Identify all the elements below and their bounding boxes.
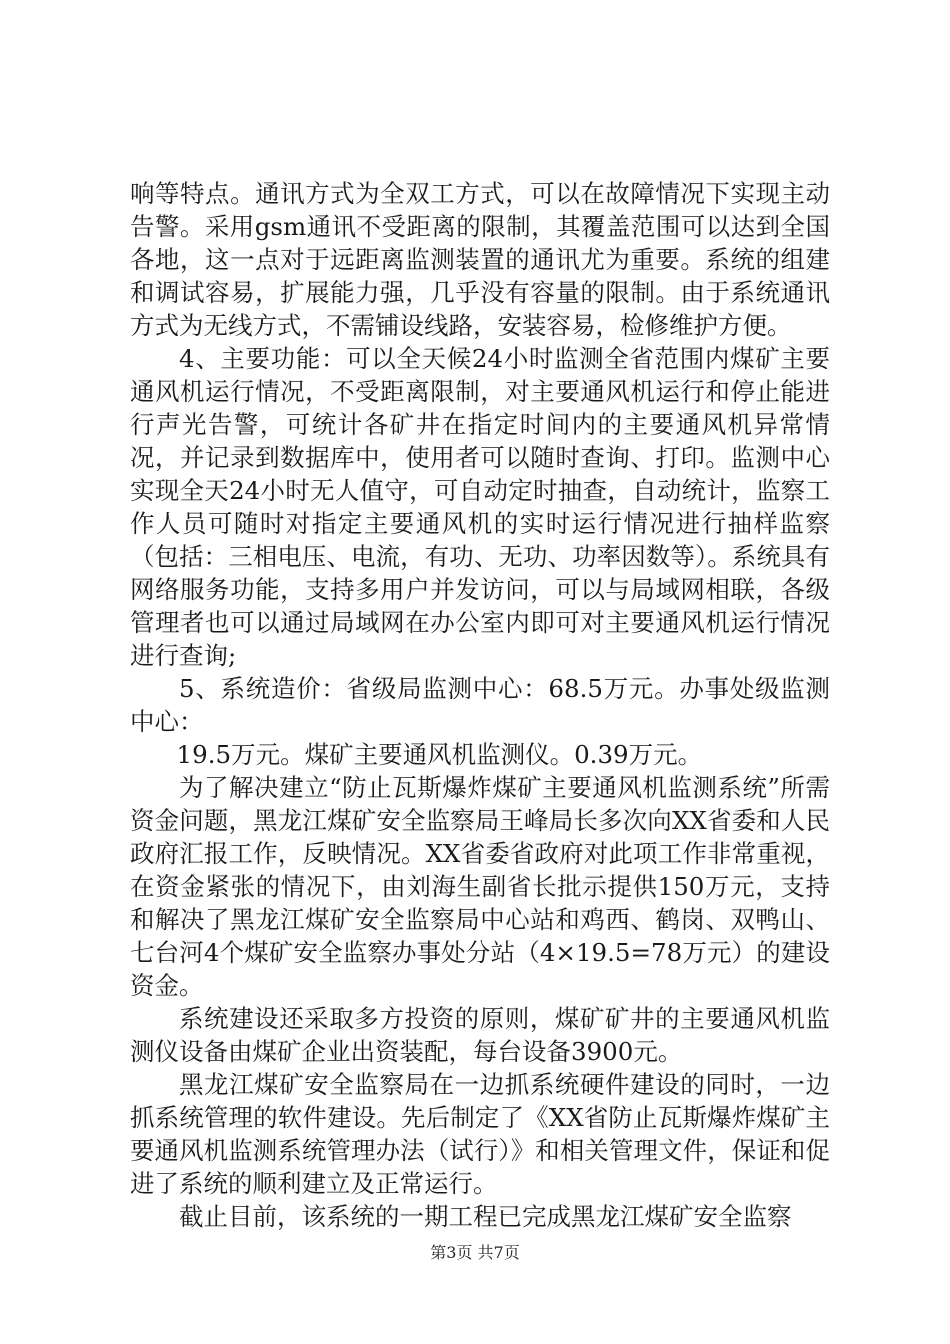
paragraph-investment: 系统建设还采取多方投资的原则，煤矿矿井的主要通风机监测仪设备由煤矿企业出资装配，每台设备3900元。 bbox=[130, 1004, 830, 1066]
paragraph-cost-detail: 19.5万元。煤矿主要通风机监测仪。0.39万元。 bbox=[176, 740, 703, 769]
paragraph-system-cost: 5、系统造价：省级局监测中心：68.5万元。办事处级监测中心： bbox=[130, 674, 830, 736]
paragraph-continuation: 响等特点。通讯方式为全双工方式，可以在故障情况下实现主动告警。采用gsm通讯不受距离的限制，其覆盖范围可以达到全国各地，这一点对于远距离监测装置的通讯尤为重要。系统的组建和调试容易，扩展能力强，几乎没有容量的限制。由于系统通讯方式为无线方式，不需铺设线路，安装容易，检修维护方便。 bbox=[130, 179, 830, 340]
page-footer: 第3页 共7页 bbox=[430, 1243, 520, 1262]
paragraph-main-functions: 4、主要功能：可以全天候24小时监测全省范围内煤矿主要通风机运行情况，不受距离限制，对主要通风机运行和停止能进行声光告警，可统计各矿井在指定时间内的主要通风机异常情况，并记录到数据库中，使用者可以随时查询、打印。监测中心实现全天24小时无人值守，可自动定时抽查，自动统计，监察工作人员可随时对指定主要通风机的实时运行情况进行抽样监察（包括：三相电压、电流，有功、无功、功率因数等）。系统具有网络服务功能，支持多用户并发访问，可以与局域网相联，各级管理者也可以通过局域网在办公室内即可对主要通风机运行情况进行查询; bbox=[130, 344, 830, 670]
paragraph-management: 黑龙江煤矿安全监察局在一边抓系统硬件建设的同时，一边抓系统管理的软件建设。先后制定了《XX省防止瓦斯爆炸煤矿主要通风机监测系统管理办法（试行）》和相关管理文件，保证和促进了系统的顺利建立及正常运行。 bbox=[130, 1070, 830, 1198]
paragraph-progress: 截止目前，该系统的一期工程已完成黑龙江煤矿安全监察 bbox=[179, 1202, 792, 1231]
paragraph-funding: 为了解决建立“防止瓦斯爆炸煤矿主要通风机监测系统”所需资金问题，黑龙江煤矿安全监察局王峰局长多次向XX省委和人民政府汇报工作，反映情况。XX省委省政府对此项工作非常重视，在资金紧张的情况下，由刘海生副省长批示提供150万元，支持和解决了黑龙江煤矿安全监察局中心站和鸡西、鹤岗、双鸭山、七台河4个煤矿安全监察办事处分站（4×19.5=78万元）的建设资金。 bbox=[130, 773, 830, 1000]
document-body bbox=[130, 177, 830, 1233]
